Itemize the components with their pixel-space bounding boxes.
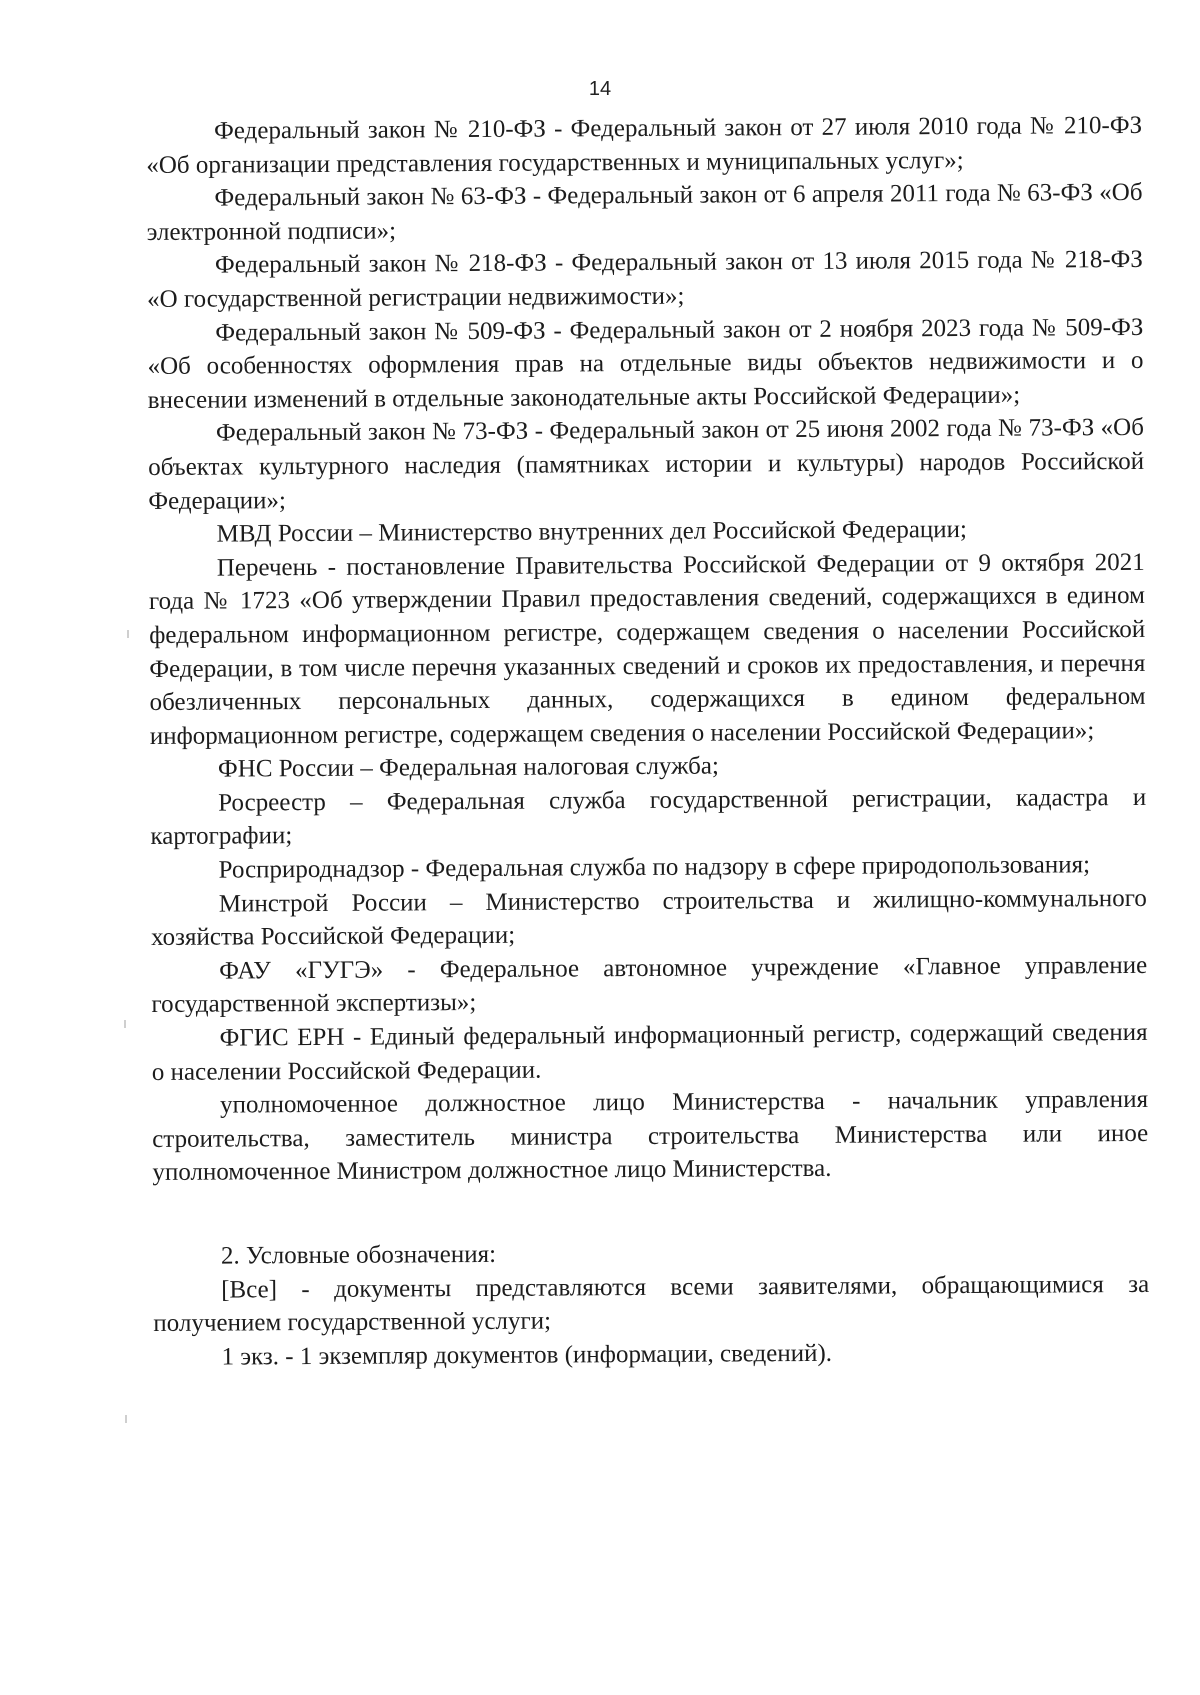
section-heading: 2. Условные обозначения: bbox=[220, 1240, 497, 1270]
definition-paragraph: Федеральный закон № 218-ФЗ - Федеральный закон от 13 июля 2015 года № 218-ФЗ «О государственной регистрации недвижимости»; bbox=[147, 246, 1143, 313]
definition-paragraph: уполномоченное должностное лицо Министерства - начальник управления строительства, заместитель министра строительства Министерства или иное уполномоченное Министром должностное лицо Министерства. bbox=[152, 1086, 1149, 1187]
scan-artifact-mark bbox=[127, 630, 129, 638]
definition-paragraph: ФГИС ЕРН - Единый федеральный информационный регистр, содержащий сведения о населении Российской Федерации. bbox=[151, 1018, 1148, 1086]
legend-paragraph: 1 экз. - 1 экземпляр документов (информации, сведений). bbox=[221, 1339, 833, 1371]
section-spacer bbox=[153, 1184, 1149, 1240]
document-body bbox=[146, 109, 1150, 1374]
legend-paragraph: [Все] - документы представляются всеми заявителями, обращающимися за получением государственной услуги; bbox=[153, 1270, 1150, 1338]
definition-paragraph: Перечень - постановление Правительства Российской Федерации от 9 октября 2021 года № 1723 «Об утверждении Правил предоставления сведений, содержащихся в едином федеральном информационном регистре, содержащем сведения о населении Российской Федерации, в том числе перечня указанных сведений и сроков их предоставления, и перечня обезличенных персональных данных, содержащихся в едином федеральном информационном регистре, содержащем сведения о населении Российской Федерации»; bbox=[148, 548, 1146, 750]
definition-paragraph: ФНС России – Федеральная налоговая служба; bbox=[217, 752, 719, 783]
scan-artifact-mark bbox=[124, 1020, 126, 1028]
definition-paragraph: Федеральный закон № 509-ФЗ - Федеральный закон от 2 ноября 2023 года № 509-ФЗ «Об особенностях оформления прав на отдельные виды объектов недвижимости и о внесении изменений в отдельные законодательные акты Российской Федерации»; bbox=[147, 313, 1144, 414]
definition-paragraph: Федеральный закон № 210-ФЗ - Федеральный закон от 27 июля 2010 года № 210-ФЗ «Об организации представления государственных и муниципальных услуг»; bbox=[146, 111, 1143, 179]
definition-paragraph: Росреестр – Федеральная служба государственной регистрации, кадастра и картографии; bbox=[150, 783, 1147, 851]
definition-paragraph: Федеральный закон № 73-ФЗ - Федеральный закон от 25 июня 2002 года № 73-ФЗ «Об объектах культурного наследия (памятниках истории и культуры) народов Российской Федерации»; bbox=[148, 414, 1145, 515]
definition-paragraph: Федеральный закон № 63-ФЗ - Федеральный закон от 6 апреля 2011 года № 63-ФЗ «Об электронной подписи»; bbox=[146, 179, 1143, 246]
scan-artifact-mark bbox=[125, 1415, 127, 1423]
definition-paragraph: Минстрой России – Министерство строительства и жилищно-коммунального хозяйства Российской Федерации; bbox=[150, 884, 1147, 952]
definition-paragraph: ФАУ «ГУГЭ» - Федеральное автономное учреждение «Главное управление государственной экспертизы»; bbox=[151, 951, 1148, 1019]
page-number: 14 bbox=[588, 78, 612, 100]
definition-paragraph: Росприроднадзор - Федеральная служба по надзору в сфере природопользования; bbox=[218, 851, 1091, 884]
definition-paragraph: МВД России – Министерство внутренних дел Российской Федерации; bbox=[216, 516, 968, 548]
